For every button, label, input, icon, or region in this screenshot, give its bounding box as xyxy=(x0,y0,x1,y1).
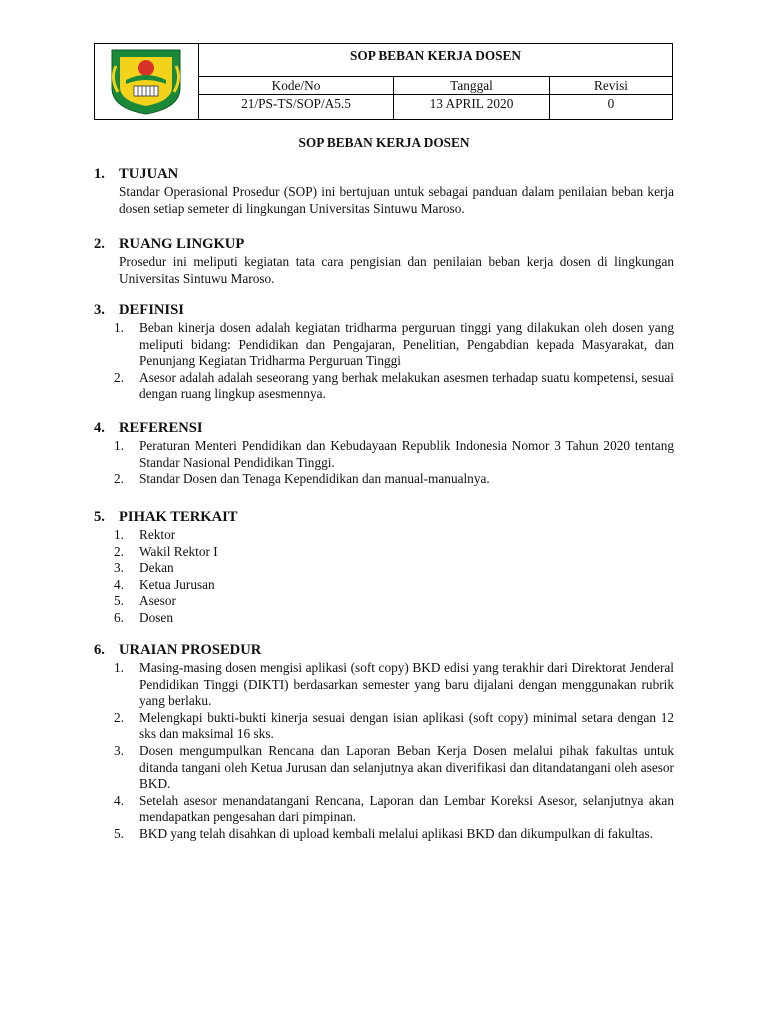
logo-cell xyxy=(95,44,199,119)
section-heading xyxy=(94,509,674,527)
list-item-number: 2. xyxy=(114,709,124,725)
list-item-number: 4. xyxy=(114,576,124,592)
list-item-number: 3. xyxy=(114,742,124,758)
list-item xyxy=(114,544,674,561)
section-heading xyxy=(94,642,674,660)
pihak-terkait-list xyxy=(114,527,674,627)
list-item-number: 6. xyxy=(114,609,124,625)
list-item xyxy=(114,471,674,488)
section-heading xyxy=(94,302,674,320)
section-title: DEFINISI xyxy=(119,302,184,318)
list-item-text: Asesor adalah adalah seseorang yang berhak melakukan asesmen terhadap suatu kompetensi, sesuai dengan ruang lingkup asesmennya. xyxy=(139,369,674,402)
section-title: URAIAN PROSEDUR xyxy=(119,642,262,658)
section-text: Standar Operasional Prosedur (SOP) ini bertujuan untuk sebagai panduan dalam penilaian beban kerja dosen setiap semeter di lingkungan Universitas Sintuwu Maroso. xyxy=(119,184,674,216)
kode-value: 21/PS-TS/SOP/A5.5 xyxy=(199,95,394,119)
list-item xyxy=(114,826,674,843)
section-title: RUANG LINGKUP xyxy=(119,236,245,252)
list-item-number: 5. xyxy=(114,825,124,841)
list-item xyxy=(114,370,674,403)
section-heading xyxy=(94,166,674,184)
list-item xyxy=(114,660,674,710)
list-item xyxy=(114,560,674,577)
list-item-text: Dosen mengumpulkan Rencana dan Laporan Beban Kerja Dosen melalui pihak fakultas untuk ditanda tangani oleh Ketua Jurusan dan selanjutnya akan diverifikasi dan ditandatangani oleh asesor BKD. xyxy=(139,742,674,792)
list-item-number: 2. xyxy=(114,471,124,487)
list-item xyxy=(114,743,674,793)
header-table xyxy=(94,43,673,120)
list-item-text: BKD yang telah disahkan di upload kembali melalui aplikasi BKD dan dikumpulkan di fakultas. xyxy=(139,825,654,841)
list-item xyxy=(114,438,674,471)
list-item xyxy=(114,593,674,610)
uraian-prosedur-list xyxy=(114,660,674,843)
section-number: 3. xyxy=(94,302,105,318)
university-logo-icon xyxy=(104,48,188,115)
list-item xyxy=(114,793,674,826)
section-title: REFERENSI xyxy=(119,420,203,436)
section-text: Prosedur ini meliputi kegiatan tata cara pengisian dan penilaian beban kerja dosen di lingkungan Universitas Sintuwu Maroso. xyxy=(119,254,674,286)
section-heading xyxy=(94,420,674,438)
header-label-row xyxy=(199,77,672,95)
tanggal-value: 13 APRIL 2020 xyxy=(394,95,550,119)
document-title: SOP BEBAN KERJA DOSEN xyxy=(298,135,470,150)
list-item-text: Asesor xyxy=(139,593,176,609)
section-pihak-terkait xyxy=(94,509,674,627)
list-item-number: 2. xyxy=(114,543,124,559)
list-item-number: 1. xyxy=(114,527,124,542)
section-number: 6. xyxy=(94,642,105,658)
list-item-text: Ketua Jurusan xyxy=(139,576,215,592)
definisi-list xyxy=(114,320,674,403)
section-title: TUJUAN xyxy=(119,166,179,182)
list-item xyxy=(114,610,674,627)
list-item xyxy=(114,320,674,370)
list-item-text: Setelah asesor menandatangani Rencana, Laporan dan Lembar Koreksi Asesor, selanjutnya akan mendapatkan pengesahan dari pimpinan. xyxy=(139,792,674,825)
list-item-text: Peraturan Menteri Pendidikan dan Kebudayaan Republik Indonesia Nomor 3 Tahun 2020 tentang Standar Nasional Pendidikan Tinggi. xyxy=(139,438,674,470)
list-item-text: Melengkapi bukti-bukti kinerja sesuai dengan isian aplikasi (soft copy) minimal setara dengan 12 sks dan maksimal 16 sks. xyxy=(139,709,674,742)
list-item xyxy=(114,710,674,743)
list-item-text: Masing-masing dosen mengisi aplikasi (soft copy) BKD edisi yang terakhir dari Direktorat Jenderal Pendidikan Tinggi (DIKTI) berdasarkan semester yang baru dijalani dengan menggunakan rubrik yang berlaku. xyxy=(139,660,674,709)
list-item-text: Dekan xyxy=(139,560,174,576)
list-item-number: 1. xyxy=(114,660,124,675)
referensi-list xyxy=(114,438,674,488)
list-item-number: 1. xyxy=(114,320,124,335)
section-definisi xyxy=(94,302,674,403)
list-item-text: Rektor xyxy=(139,527,176,542)
section-number: 1. xyxy=(94,166,105,182)
list-item xyxy=(114,527,674,544)
section-title: PIHAK TERKAIT xyxy=(119,509,238,525)
header-value-row xyxy=(199,95,672,119)
list-item-number: 2. xyxy=(114,369,124,385)
list-item-number: 5. xyxy=(114,593,124,609)
section-tujuan xyxy=(94,166,674,217)
header-title: SOP BEBAN KERJA DOSEN xyxy=(199,44,672,77)
list-item-number: 1. xyxy=(114,438,124,453)
section-ruang-lingkup xyxy=(94,236,674,287)
list-item-number: 4. xyxy=(114,792,124,808)
revisi-value: 0 xyxy=(607,96,615,111)
section-heading xyxy=(94,236,674,254)
list-item-text: Standar Dosen dan Tenaga Kependidikan dan manual-manualnya. xyxy=(139,471,490,487)
list-item-text: Wakil Rektor I xyxy=(139,543,218,559)
section-number: 4. xyxy=(94,420,105,436)
section-referensi xyxy=(94,420,674,488)
list-item-text: Beban kinerja dosen adalah kegiatan tridharma perguruan tinggi yang dilakukan oleh dosen yang meliputi bidang: Pendidikan dan Pengajaran, Penelitian, Pengabdian kepada Masyarakat, dan Penunjang Kegiatan Tridharma Perguruan Tinggi xyxy=(139,320,674,369)
section-number: 2. xyxy=(94,236,105,252)
tanggal-label: Tanggal xyxy=(394,77,550,94)
list-item-text: Dosen xyxy=(139,609,173,625)
revisi-label: Revisi xyxy=(594,78,628,93)
list-item-number: 3. xyxy=(114,560,124,576)
list-item xyxy=(114,577,674,594)
section-uraian-prosedur xyxy=(94,642,674,843)
kode-label: Kode/No xyxy=(199,77,394,94)
section-number: 5. xyxy=(94,509,105,525)
